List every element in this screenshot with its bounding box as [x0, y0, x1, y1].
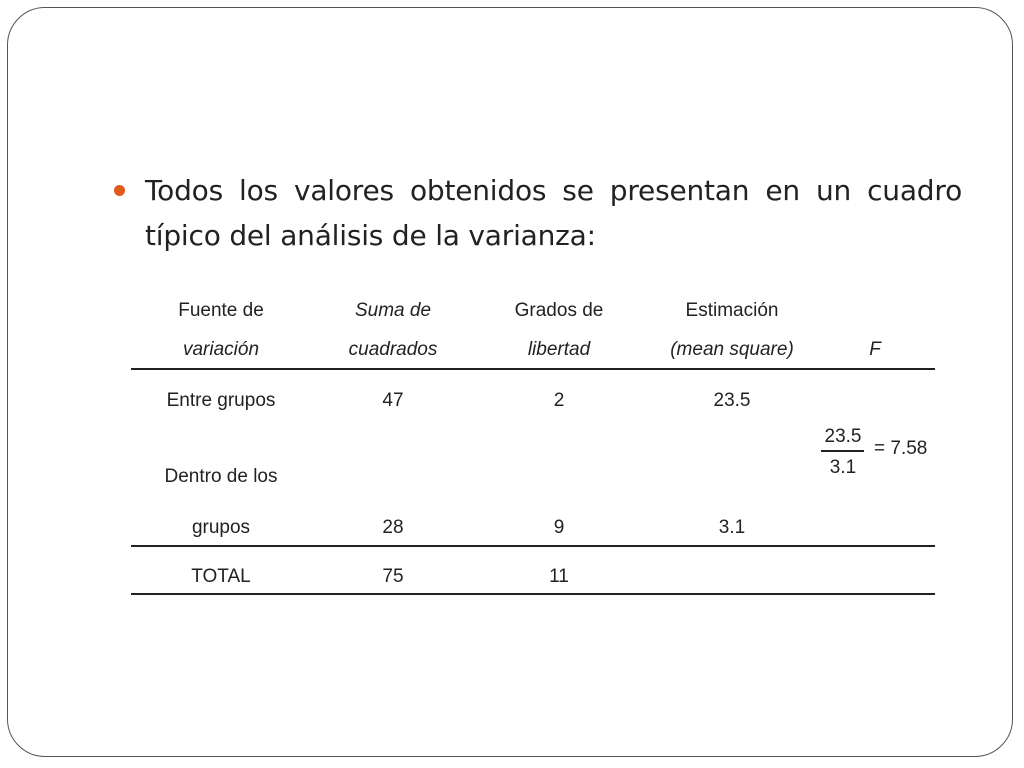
header-suma-line1: Suma de: [354, 300, 432, 321]
row2-fuente-line2: grupos: [191, 517, 251, 538]
header-grados-line2: libertad: [527, 339, 591, 360]
row2-estimacion: 3.1: [718, 517, 746, 538]
bottom-rule: [131, 593, 935, 595]
row1-estimacion: 23.5: [713, 390, 751, 411]
header-fuente-line1: Fuente de: [178, 300, 264, 321]
header-estimacion-line1: Estimación: [685, 300, 779, 321]
total-label: TOTAL: [191, 566, 251, 587]
header-rule: [131, 368, 935, 370]
row1-fuente: Entre grupos: [166, 390, 276, 411]
header-suma-line2: cuadrados: [348, 339, 438, 360]
total-rule: [131, 545, 935, 547]
row1-suma: 47: [382, 390, 404, 411]
header-grados-line1: Grados de: [514, 300, 604, 321]
row2-grados: 9: [553, 517, 565, 538]
header-f: F: [869, 339, 881, 360]
row1-grados: 2: [553, 390, 565, 411]
header-fuente-line2: variación: [182, 339, 260, 360]
total-grados: 11: [549, 566, 569, 587]
bullet-text: Todos los valores obtenidos se presentan en un cuadro típico del análisis de la varianza:: [145, 174, 962, 252]
f-result: = 7.58: [874, 438, 928, 459]
row2-suma: 28: [382, 517, 404, 538]
anova-table: [131, 295, 935, 595]
total-suma: 75: [382, 566, 404, 587]
header-estimacion-line2: (mean square): [670, 339, 794, 360]
fraction-bar: [821, 450, 864, 452]
f-numerator: 23.5: [824, 426, 862, 447]
row2-fuente-line1: Dentro de los: [164, 466, 278, 487]
bullet-dot-icon: [114, 185, 125, 196]
f-denominator: 3.1: [829, 457, 857, 478]
